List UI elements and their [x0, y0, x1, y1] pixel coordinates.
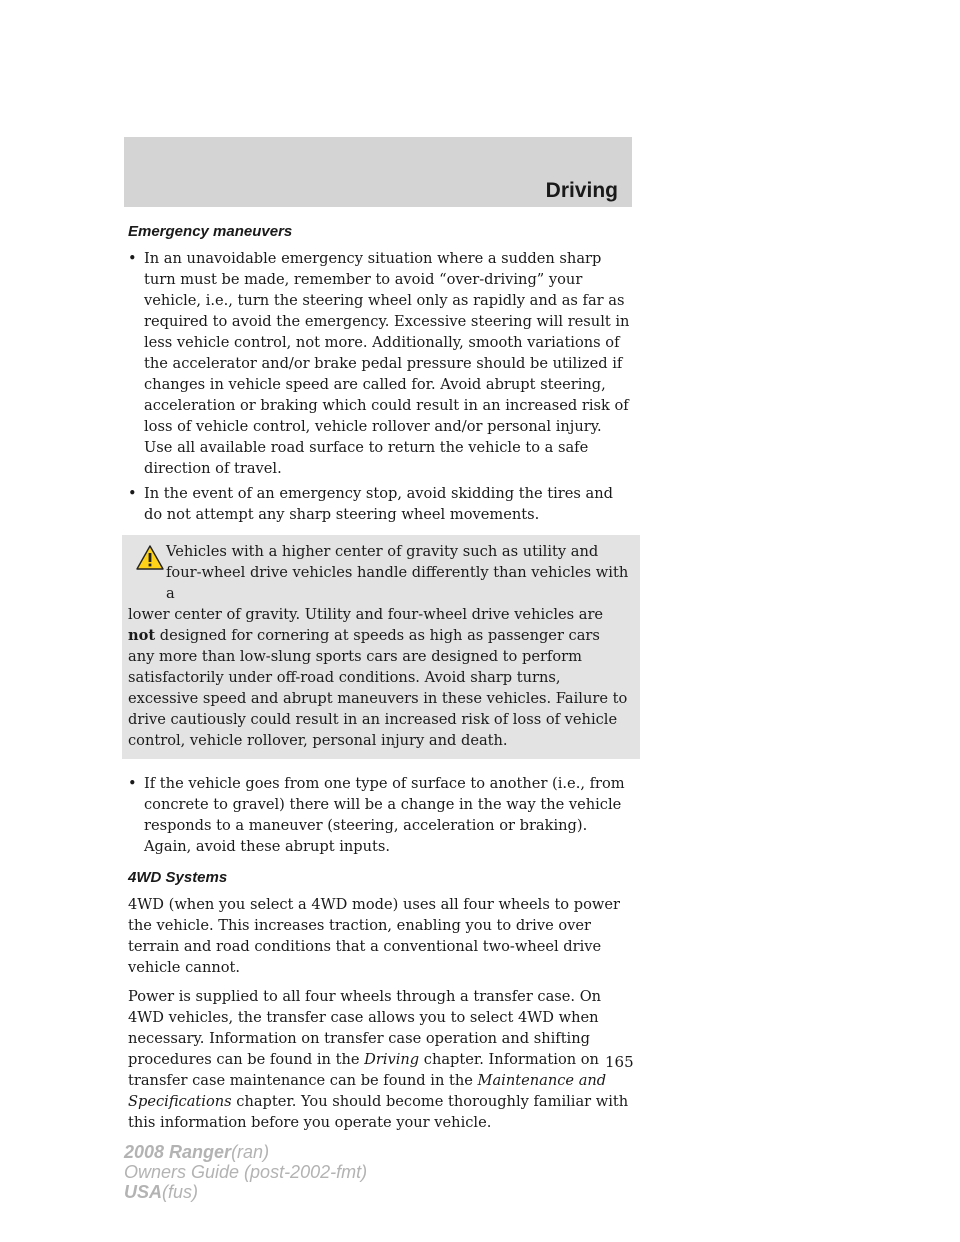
warning-text-part: lower center of gravity. Utility and four-wheel drive vehicles are [128, 606, 604, 623]
paragraph-text: Power is supplied to all four wheels through a transfer case. On 4WD vehicles, the transfer case allows you to select 4WD when necessary. Information on transfer case operation and shifting procedures can be found in the [128, 988, 602, 1068]
footer-code: (fus) [162, 1182, 199, 1202]
bullet-text: In an unavoidable emergency situation where a sudden sharp turn must be made, remember to avoid “over-driving” your vehicle, i.e., turn the steering wheel only as rapidly and as far as required to avoid the emergency. Excessive steering will result in less vehicle control, not more. Additionally, smooth variations of the accelerator and/or brake pedal pressure should be utilized if changes in vehicle speed are called for. Avoid abrupt steering, acceleration or braking which could result in an increased risk of loss of vehicle control, vehicle rollover and/or personal injury. Use all available road surface to return the vehicle to a safe direction of travel. [144, 250, 630, 477]
page-content [128, 221, 634, 1141]
heading-emergency-maneuvers: Emergency maneuvers [128, 223, 293, 240]
footer-line: Owners Guide (post-2002-fmt) [124, 1162, 368, 1182]
warning-triangle-icon [136, 545, 164, 570]
paragraph: 4WD (when you select a 4WD mode) uses all four wheels to power the vehicle. This increases traction, enabling you to drive over terrain and road conditions that a conventional two-wheel drive vehicle cannot. [128, 896, 620, 976]
footer-code: (ran) [231, 1142, 270, 1162]
footer-market: USA [124, 1182, 163, 1202]
warning-text-part: designed for cornering at speeds as high as passenger cars any more than low-slung sports cars are designed to perform satisfactorily under off-road conditions. Avoid sharp turns, excessive speed and abrupt maneuvers in these vehicles. Failure to drive cautiously could result in an increased risk of loss of vehicle control, vehicle rollover, personal injury and death. [128, 627, 628, 749]
warning-line: Vehicles with a higher center of gravity such as utility and [166, 543, 599, 560]
warning-box [122, 535, 640, 759]
page-number: 165 [605, 1053, 634, 1071]
document-footer [124, 1142, 367, 1202]
footer-line [124, 1182, 367, 1202]
heading-4wd-systems: 4WD Systems [128, 869, 228, 886]
section-header-band [124, 137, 632, 207]
footer-line [124, 1142, 367, 1162]
paragraph [128, 986, 634, 1133]
bullet-dot-icon: • [128, 775, 137, 792]
bullet-dot-icon: • [128, 485, 137, 502]
warning-text [128, 604, 630, 751]
warning-line: four-wheel drive vehicles handle differently than vehicles with a [166, 564, 629, 602]
bullet-dot-icon: • [128, 250, 137, 267]
bullet-item [128, 773, 634, 857]
warning-bold-word: not [128, 627, 156, 644]
bullet-text: In the event of an emergency stop, avoid skidding the tires and do not attempt any sharp steering wheel movements. [144, 485, 613, 523]
bullet-text: If the vehicle goes from one type of surface to another (i.e., from concrete to gravel) there will be a change in the way the vehicle responds to a maneuver (steering, acceleration or braking). Again, avoid these abrupt inputs. [144, 775, 625, 855]
chapter-reference: Maintenance and Specifications [128, 1072, 607, 1110]
footer-model: 2008 Ranger [124, 1142, 232, 1162]
paragraph-text: chapter. Information on transfer case maintenance can be found in the [128, 1051, 599, 1089]
chapter-reference: Driving [364, 1051, 420, 1068]
bullet-item [128, 248, 634, 479]
bullet-item [128, 483, 634, 525]
section-title: Driving [545, 179, 618, 202]
paragraph-text: chapter. You should become thoroughly familiar with this information before you operate your vehicle. [128, 1093, 629, 1131]
